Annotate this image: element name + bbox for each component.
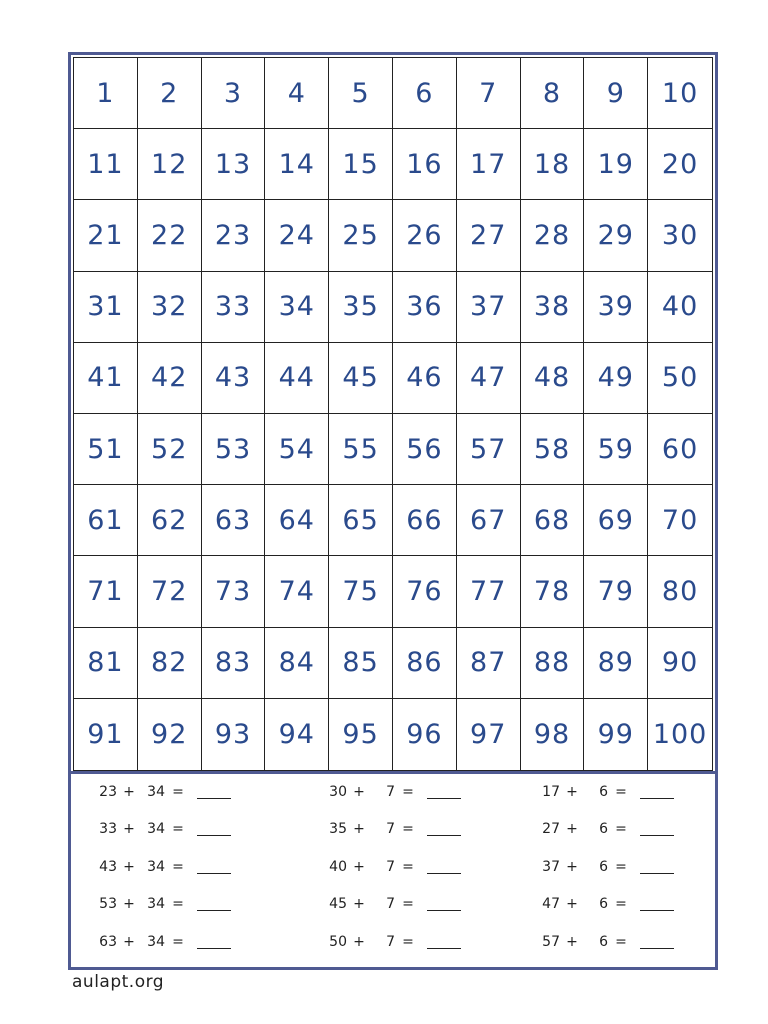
chart-cell: 54 (265, 414, 329, 485)
chart-cell: 79 (584, 556, 648, 627)
chart-cell: 18 (521, 129, 585, 200)
plus-sign: + (123, 784, 135, 800)
chart-cell: 69 (584, 485, 648, 556)
first-addend: 27 (542, 821, 560, 837)
chart-cell: 32 (138, 272, 202, 343)
chart-cell: 9 (584, 58, 648, 129)
first-addend: 40 (329, 859, 347, 875)
chart-cell: 47 (457, 343, 521, 414)
plus-sign: + (566, 934, 578, 950)
plus-sign: + (566, 896, 578, 912)
chart-cell: 100 (652, 718, 708, 750)
equals-sign: = (172, 784, 184, 800)
chart-cell: 93 (202, 699, 266, 770)
exercise-item (536, 857, 674, 877)
chart-cell: 16 (393, 129, 457, 200)
exercise-item (536, 932, 674, 952)
chart-cell: 73 (202, 556, 266, 627)
chart-cell: 86 (393, 628, 457, 699)
chart-cell: 27 (457, 200, 521, 271)
second-addend: 6 (599, 896, 608, 912)
second-addend: 34 (147, 821, 165, 837)
answer-blank[interactable] (640, 786, 674, 799)
second-addend: 6 (599, 859, 608, 875)
chart-cell: 29 (584, 200, 648, 271)
first-addend: 43 (99, 859, 117, 875)
chart-cell: 70 (648, 485, 712, 556)
equals-sign: = (172, 859, 184, 875)
chart-cell: 28 (521, 200, 585, 271)
chart-cell: 35 (329, 272, 393, 343)
chart-cell: 55 (329, 414, 393, 485)
plus-sign: + (123, 896, 135, 912)
equals-sign: = (615, 934, 627, 950)
equals-sign: = (615, 859, 627, 875)
first-addend: 47 (542, 896, 560, 912)
equals-sign: = (172, 934, 184, 950)
chart-cell: 65 (329, 485, 393, 556)
first-addend: 63 (99, 934, 117, 950)
addition-exercises (71, 774, 715, 967)
exercise-item (323, 894, 461, 914)
chart-cell: 19 (584, 129, 648, 200)
chart-cell: 12 (138, 129, 202, 200)
chart-cell: 17 (457, 129, 521, 200)
second-addend: 7 (386, 934, 395, 950)
chart-cell: 87 (457, 628, 521, 699)
chart-cell: 7 (457, 58, 521, 129)
chart-cell: 48 (521, 343, 585, 414)
chart-cell: 74 (265, 556, 329, 627)
answer-blank[interactable] (197, 861, 231, 874)
equals-sign: = (402, 784, 414, 800)
answer-blank[interactable] (640, 861, 674, 874)
equals-sign: = (402, 821, 414, 837)
chart-cell: 90 (648, 628, 712, 699)
chart-cell: 33 (202, 272, 266, 343)
equals-sign: = (615, 784, 627, 800)
answer-blank[interactable] (427, 898, 461, 911)
chart-cell: 95 (329, 699, 393, 770)
first-addend: 30 (329, 784, 347, 800)
chart-cell: 59 (584, 414, 648, 485)
plus-sign: + (123, 821, 135, 837)
chart-cell: 99 (584, 699, 648, 770)
chart-cell: 77 (457, 556, 521, 627)
equals-sign: = (402, 859, 414, 875)
chart-cell: 23 (202, 200, 266, 271)
chart-cell: 58 (521, 414, 585, 485)
chart-cell: 4 (265, 58, 329, 129)
chart-cell: 89 (584, 628, 648, 699)
equals-sign: = (172, 896, 184, 912)
chart-cell: 92 (138, 699, 202, 770)
exercise-item (323, 819, 461, 839)
exercise-item (93, 782, 231, 802)
chart-cell: 3 (202, 58, 266, 129)
chart-cell: 34 (265, 272, 329, 343)
chart-cell: 15 (329, 129, 393, 200)
chart-cell: 71 (74, 556, 138, 627)
first-addend: 17 (542, 784, 560, 800)
answer-blank[interactable] (427, 861, 461, 874)
first-addend: 53 (99, 896, 117, 912)
chart-cell: 85 (329, 628, 393, 699)
first-addend: 45 (329, 896, 347, 912)
chart-cell: 25 (329, 200, 393, 271)
chart-cell: 45 (329, 343, 393, 414)
chart-cell: 63 (202, 485, 266, 556)
exercise-item (323, 782, 461, 802)
chart-cell: 6 (393, 58, 457, 129)
answer-blank[interactable] (427, 786, 461, 799)
chart-cell: 67 (457, 485, 521, 556)
chart-cell: 38 (521, 272, 585, 343)
chart-cell: 52 (138, 414, 202, 485)
chart-cell: 13 (202, 129, 266, 200)
chart-cell: 57 (457, 414, 521, 485)
plus-sign: + (353, 934, 365, 950)
chart-cell: 43 (202, 343, 266, 414)
plus-sign: + (566, 859, 578, 875)
chart-cell: 82 (138, 628, 202, 699)
chart-cell: 41 (74, 343, 138, 414)
chart-cell: 11 (74, 129, 138, 200)
first-addend: 33 (99, 821, 117, 837)
chart-cell: 88 (521, 628, 585, 699)
plus-sign: + (566, 784, 578, 800)
second-addend: 7 (386, 859, 395, 875)
exercise-item (93, 819, 231, 839)
chart-cell: 24 (265, 200, 329, 271)
answer-blank[interactable] (197, 786, 231, 799)
chart-cell: 20 (648, 129, 712, 200)
chart-cell: 31 (74, 272, 138, 343)
chart-cell: 98 (521, 699, 585, 770)
chart-cell: 14 (265, 129, 329, 200)
second-addend: 34 (147, 934, 165, 950)
second-addend: 34 (147, 784, 165, 800)
second-addend: 7 (386, 896, 395, 912)
chart-cell: 96 (393, 699, 457, 770)
chart-cell: 56 (393, 414, 457, 485)
exercise-item (536, 819, 674, 839)
first-addend: 23 (99, 784, 117, 800)
chart-cell: 97 (457, 699, 521, 770)
chart-cell: 60 (648, 414, 712, 485)
answer-blank[interactable] (427, 823, 461, 836)
chart-cell: 21 (74, 200, 138, 271)
answer-blank[interactable] (197, 898, 231, 911)
hundred-chart (73, 57, 713, 771)
second-addend: 6 (599, 784, 608, 800)
exercise-item (536, 894, 674, 914)
first-addend: 57 (542, 934, 560, 950)
first-addend: 35 (329, 821, 347, 837)
exercise-item (93, 894, 231, 914)
answer-blank[interactable] (197, 823, 231, 836)
chart-cell: 91 (74, 699, 138, 770)
chart-cell: 42 (138, 343, 202, 414)
second-addend: 34 (147, 896, 165, 912)
chart-cell: 1 (74, 58, 138, 129)
exercise-item (323, 932, 461, 952)
equals-sign: = (615, 896, 627, 912)
exercise-item (323, 857, 461, 877)
chart-cell: 2 (138, 58, 202, 129)
first-addend: 50 (329, 934, 347, 950)
equals-sign: = (615, 821, 627, 837)
plus-sign: + (123, 934, 135, 950)
second-addend: 7 (386, 821, 395, 837)
chart-cell: 94 (265, 699, 329, 770)
exercise-item (536, 782, 674, 802)
chart-cell: 80 (648, 556, 712, 627)
chart-cell: 84 (265, 628, 329, 699)
chart-cell: 49 (584, 343, 648, 414)
answer-blank[interactable] (197, 936, 231, 949)
chart-cell: 22 (138, 200, 202, 271)
chart-cell: 51 (74, 414, 138, 485)
answer-blank[interactable] (640, 936, 674, 949)
chart-cell: 5 (329, 58, 393, 129)
chart-cell: 68 (521, 485, 585, 556)
plus-sign: + (353, 859, 365, 875)
equals-sign: = (402, 934, 414, 950)
plus-sign: + (123, 859, 135, 875)
chart-cell: 44 (265, 343, 329, 414)
first-addend: 37 (542, 859, 560, 875)
chart-cell: 53 (202, 414, 266, 485)
chart-cell: 78 (521, 556, 585, 627)
chart-cell: 39 (584, 272, 648, 343)
worksheet (68, 52, 718, 970)
plus-sign: + (353, 896, 365, 912)
plus-sign: + (353, 821, 365, 837)
equals-sign: = (172, 821, 184, 837)
answer-blank[interactable] (640, 823, 674, 836)
second-addend: 34 (147, 859, 165, 875)
exercise-item (93, 932, 231, 952)
chart-cell: 61 (74, 485, 138, 556)
plus-sign: + (353, 784, 365, 800)
chart-cell: 83 (202, 628, 266, 699)
chart-cell: 26 (393, 200, 457, 271)
chart-cell: 10 (648, 58, 712, 129)
chart-cell: 76 (393, 556, 457, 627)
chart-cell: 66 (393, 485, 457, 556)
chart-cell: 72 (138, 556, 202, 627)
chart-cell: 62 (138, 485, 202, 556)
answer-blank[interactable] (640, 898, 674, 911)
answer-blank[interactable] (427, 936, 461, 949)
chart-cell: 64 (265, 485, 329, 556)
chart-cell: 75 (329, 556, 393, 627)
chart-cell: 30 (648, 200, 712, 271)
chart-cell: 81 (74, 628, 138, 699)
chart-cell: 8 (521, 58, 585, 129)
chart-cell: 50 (648, 343, 712, 414)
second-addend: 7 (386, 784, 395, 800)
chart-cell: 40 (648, 272, 712, 343)
exercise-item (93, 857, 231, 877)
chart-cell: 37 (457, 272, 521, 343)
site-credit: aulapt.org (72, 972, 165, 992)
plus-sign: + (566, 821, 578, 837)
chart-cell: 36 (393, 272, 457, 343)
second-addend: 6 (599, 934, 608, 950)
second-addend: 6 (599, 821, 608, 837)
equals-sign: = (402, 896, 414, 912)
chart-cell: 46 (393, 343, 457, 414)
